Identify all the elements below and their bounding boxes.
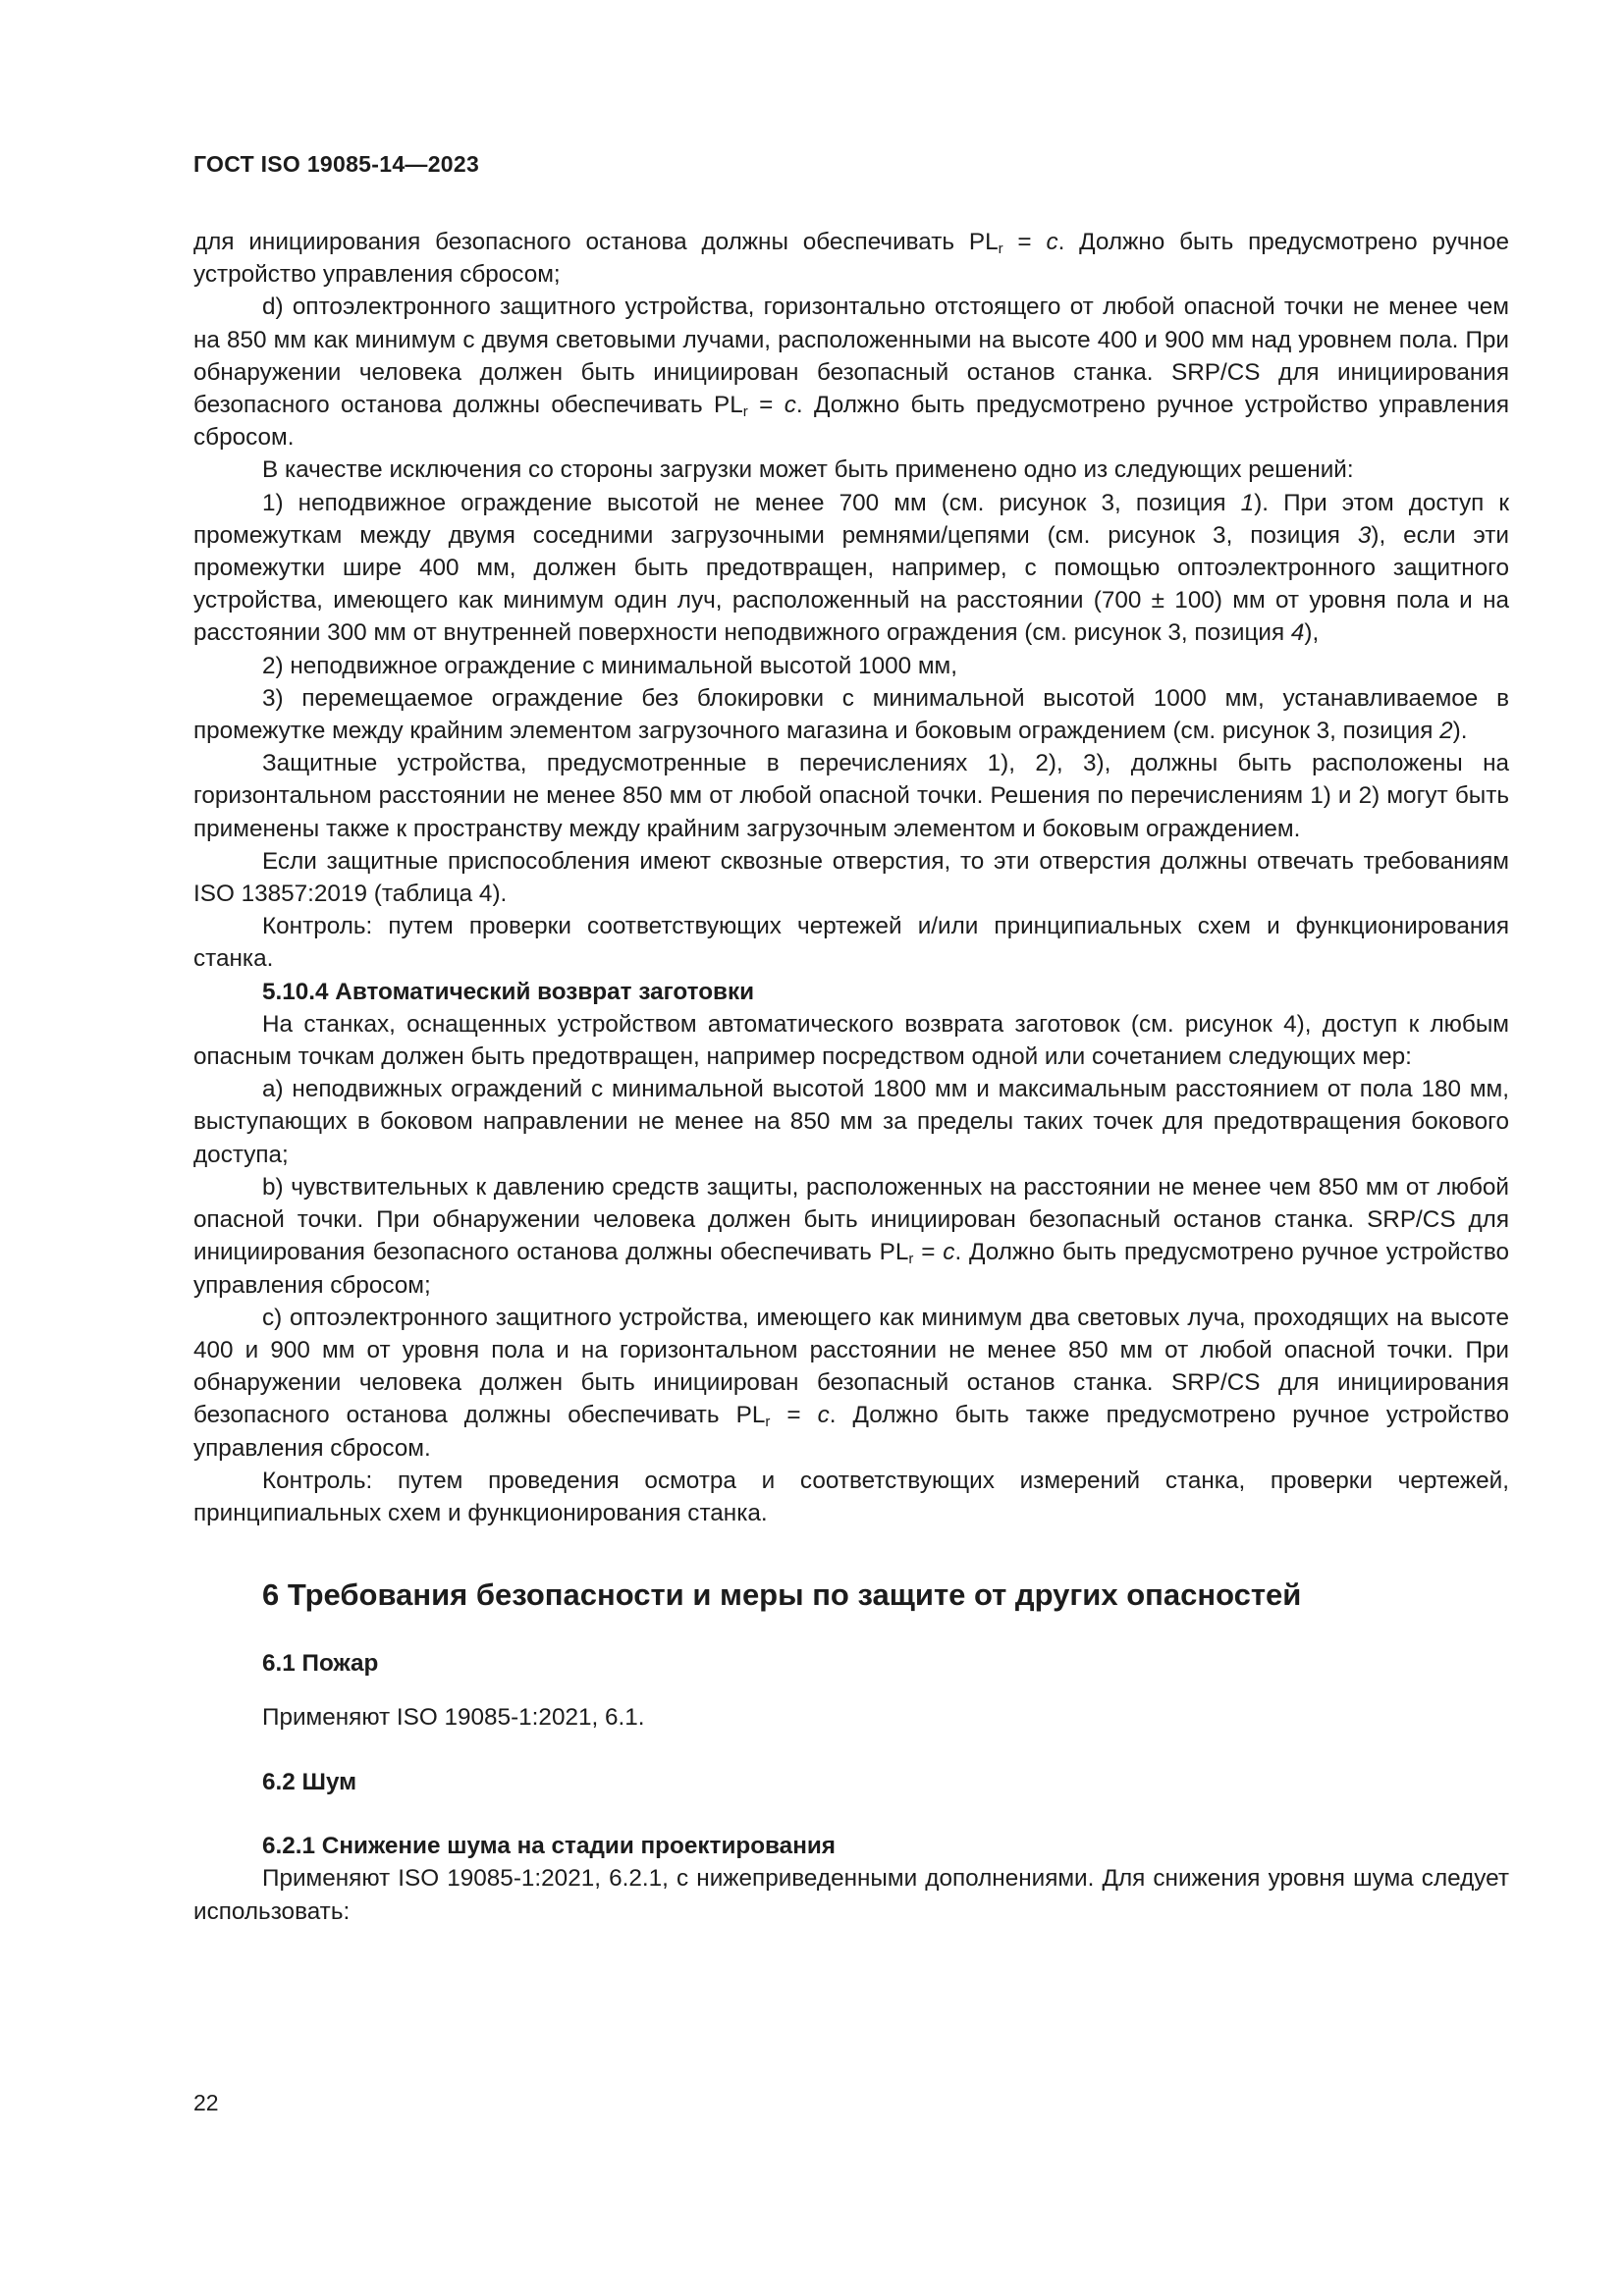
paragraph-c-optoelectronic: c) оптоэлектронного защитного устройства, имеющего как минимум два световых луча, проходящих на высоте 400 и 900 мм от уровня пола и на горизонтальном расстоянии не менее 850 мм от любой опасной точки. При обнаружении человека должен быть инициирован безопасный останов станка. SRP/CS для инициирования безопасного останова должны обеспечивать $PL_r = c$. Должно быть также предусмотрено ручное устройство управления сбросом. — [193, 1304, 1509, 1462]
pl-value: c — [1046, 229, 1058, 255]
paragraph-item-2: 2) неподвижное ограждение с минимальной высотой 1000 мм, — [262, 652, 958, 679]
paragraph-auto-return: На станках, оснащенных устройством автоматического возврата заготовок (см. рисунок 4), доступ к любым опасным точкам должен быть предотвращен, например посредством одной или сочетанием следующих мер: — [193, 1010, 1509, 1071]
paragraph-6-1: Применяют ISO 19085-1:2021, 6.1. — [262, 1704, 645, 1732]
heading-6-2: 6.2 Шум — [262, 1769, 357, 1796]
paragraph-d-optoelectronic: d) оптоэлектронного защитного устройства, горизонтально отстоящего от любой опасной точки не менее чем на 850 мм как минимум с двумя световыми лучами, расположенными на высоте 400 и 900 мм над уровнем пола. При обнаружении человека должен быть инициирован безопасный останов станка. SRP/CS для инициирования безопасного останова должны обеспечивать $PL_r = c$. Должно быть предусмотрено ручное устройство управления сбросом. — [193, 294, 1509, 452]
paragraph-control-2: Контроль: путем проведения осмотра и соответствующих измерений станка, проверки чертежей, принципиальных схем и функционирования станка. — [193, 1467, 1509, 1526]
paragraph-openings: Если защитные приспособления имеют сквозные отверстия, то эти отверстия должны отвечать требованиям ISO 13857:2019 (таблица 4). — [193, 847, 1509, 908]
pl-value: c — [943, 1239, 955, 1266]
paragraph-c-continued: для инициирования безопасного останова должны обеспечивать $PL_r = c$. Должно быть предусмотрено ручное устройство управления сбросом; — [193, 229, 1509, 289]
page-number: 22 — [193, 2090, 219, 2115]
pl-subscript: r — [908, 1251, 914, 1268]
position-1: 1 — [1240, 489, 1255, 516]
paragraph-exception: В качестве исключения со стороны загрузки может быть применено одно из следующих решений: — [262, 456, 1354, 484]
heading-5-10-4: 5.10.4 Автоматический возврат заготовки — [262, 978, 755, 1005]
paragraph-item-3: 3) перемещаемое ограждение без блокировки с минимальной высотой 1000 мм, устанавливаемое в промежутке между крайним элементом загрузочного магазина и боковым ограждением (см. рисунок 3, позиция 2). — [193, 684, 1509, 745]
pl-subscript: r — [765, 1414, 771, 1431]
position-3: 3 — [1357, 521, 1372, 549]
pl-subscript: r — [742, 403, 748, 421]
document-body — [193, 226, 1509, 1928]
paragraph-item-1: 1) неподвижное ограждение высотой не менее 700 мм (см. рисунок 3, позиция 1). При этом доступ к промежуткам между двумя соседними загрузочными ремнями/цепями (см. рисунок 3, позиция 3), если эти промежутки шире 400 мм, должен быть предотвращен, например, с помощью оптоэлектронного защитного устройства, имеющего как минимум один луч, расположенный на расстоянии (700 ± 100) мм от уровня пола и на расстоянии 300 мм от внутренней поверхности неподвижного ограждения (см. рисунок 3, позиция 4), — [193, 489, 1509, 647]
paragraph-control-1: Контроль: путем проверки соответствующих чертежей и/или принципиальных схем и функционирования станка. — [193, 913, 1509, 973]
document-header: ГОСТ ISO 19085-14—2023 — [193, 151, 480, 177]
heading-6-1: 6.1 Пожар — [262, 1650, 379, 1678]
pl-subscript: r — [998, 240, 1003, 257]
section-6-title: 6 Требования безопасности и меры по защите от других опасностей — [262, 1577, 1302, 1613]
pl-value: c — [784, 392, 796, 419]
paragraph-protective-devices: Защитные устройства, предусмотренные в перечислениях 1), 2), 3), должны быть расположены на горизонтальном расстоянии не менее 850 мм от любой опасной точки. Решения по перечислениям 1) и 2) могут быть применены также к пространству между крайним загрузочным элементом и боковым ограждением. — [193, 750, 1509, 842]
position-4: 4 — [1290, 619, 1305, 647]
pl-value: c — [817, 1402, 830, 1429]
paragraph-a-fixed-guards: a) неподвижных ограждений с минимальной высотой 1800 мм и максимальным расстоянием от пола 180 мм, выступающих в боковом направлении не менее на 850 мм за пределы таких точек для предотвращения бокового доступа; — [193, 1076, 1509, 1168]
paragraph-b-pressure: b) чувствительных к давлению средств защиты, расположенных на расстоянии не менее чем 850 мм от любой опасной точки. При обнаружении человека должен быть инициирован безопасный останов станка. SRP/CS для инициирования безопасного останова должны обеспечивать $PL_r = c$. Должно быть предусмотрено ручное устройство управления сбросом; — [193, 1173, 1509, 1299]
paragraph-6-2-1: Применяют ISO 19085-1:2021, 6.2.1, с нижеприведенными дополнениями. Для снижения уровня шума следует использовать: — [193, 1865, 1509, 1925]
position-2: 2 — [1439, 718, 1453, 745]
heading-6-2-1: 6.2.1 Снижение шума на стадии проектирования — [262, 1833, 836, 1860]
